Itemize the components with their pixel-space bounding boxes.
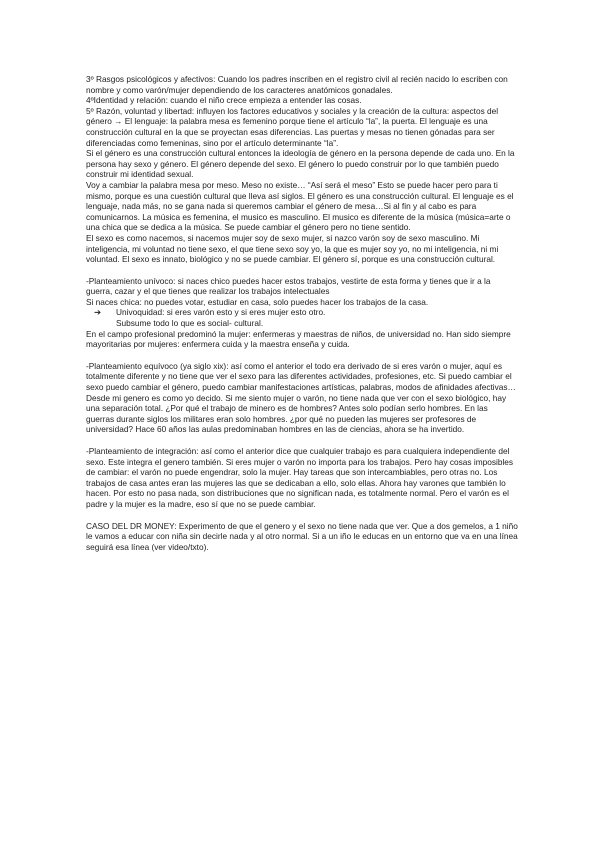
paragraph-gap	[86, 265, 518, 276]
bullet-univoquidad-text: Univoquidad: si eres varón esto y si eres mujer esto otro.	[116, 307, 326, 318]
paragraph-mesa-meso: Voy a cambiar la palabra mesa por meso. Meso no existe… “Así será el meso” Esto se puede hacer pero para ti mismo, porque es una cuestión cultural que lleva así siglos. El género es una construcción cultural. El lenguaje es el lenguaje, nada más, no se gana nada si queremos cambiar el género de mesa…Si al fin y al cabo es para comunicarnos. La música es femenina, el musico es masculino. El musico es diferente de la música (música=arte o una chica que se dedica a la música. Se puede cambiar el género pero no tiene sentido.	[86, 179, 514, 233]
paragraph-caso-dr-money: CASO DEL DR MONEY: Experimento de que el genero y el sexo no tiene nada que ver. Que a dos gemelos, a 1 niño le vamos a educar con niña sin decirle nada y al otro normal. Si a un iño le educas en un entorno que va en una línea seguirá esa línea (ver video/txto).	[86, 520, 518, 552]
paragraph-planteamiento-integracion: -Planteamiento de integración: así como el anterior dice que cualquier trabajo es para cualquiera independiente del sexo. Este integra el genero también. Si eres mujer o varón no importa para los trabajos. Pero hay cosas imposibles de cambiar: el varón no puede engendrar, solo la mujer. Hay tareas que son intercambiables, pero otras no. Los trabajos de casa antes eran las mujeres las que se dedicaban a ello, solo ellas. Ahora hay varones que también lo hacen. Por esto no pasa nada, son distribuciones que no significan nada, es totalmente normal. Pero el varón es el padre y la mujer es la madre, eso sí que no se puede cambiar.	[86, 446, 514, 509]
bullet-univoquidad	[86, 307, 518, 318]
paragraph-identidad-relacion: 4ºIdentidad y relación: cuando el niño crece empieza a entender las cosas.	[86, 95, 362, 106]
document-body	[86, 74, 518, 552]
paragraph-campo-profesional: En el campo profesional predominó la mujer: enfermeras y maestras de niños, de universidad no. Han sido siempre mayoritarias por mujeres: enfermera cuida y la maestra enseña y cuida.	[86, 328, 511, 350]
paragraph-subsume: Subsume todo lo que es social- cultural.	[116, 318, 264, 329]
paragraph-genero-construccion: Si el género es una construcción cultural entonces la ideología de género en la persona depende de cada uno. En la persona hay sexo y género. El género depende del sexo. El género lo puedo construir por lo que también puedo construir mi identidad sexual.	[86, 148, 515, 180]
paragraph-gap	[86, 435, 518, 446]
paragraph-gap	[86, 350, 518, 361]
paragraph-razon-voluntad: 5º Razón, voluntad y libertad: influyen los factores educativos y sociales y la creación de la cultura: aspectos del género → El lenguaje: la palabra mesa es femenino porque tiene el artículo “la”, la puerta. El lenguaje es una construcción cultural en la que se proyectan esas diferencias. Las puertas y mesas no tienen gónadas para ser diferenciadas como femeninas, sino por el artículo determinante “la”.	[86, 105, 499, 148]
paragraph-sexo-nacimiento: El sexo es como nacemos, si nacemos mujer soy de sexo mujer, si nazco varón soy de sexo masculino. Mi inteligencia, mi voluntad no tiene sexo, el que tiene sexo soy yo, la que es mujer soy yo, no mi inteligencia, ni mi voluntad. El sexo es innato, biológico y no se puede cambiar. El género sí, porque es una construcción cultural.	[86, 232, 499, 265]
paragraph-gap	[86, 510, 518, 521]
paragraph-naces-chica: Si naces chica: no puedes votar, estudiar en casa, solo puedes hacer los trabajos de la casa.	[86, 296, 429, 307]
paragraph-planteamiento-univoco: -Planteamiento unívoco: si naces chico puedes hacer estos trabajos, vestirte de esta forma y tienes que ir a la guerra, cazar y el que tienes que realizar los trabajos intelectuales	[86, 275, 491, 297]
paragraph-planteamiento-equivoco: -Planteamiento equívoco (ya siglo xix): así como el anterior el todo era derivado de si eres varón o mujer, aquí es totalmente diferente y no tiene que ver el sexo para las diferentes actividades, profesiones, etc. Si puedo cambiar el sexo puedo cambiar el género, puedo cambiar manifestaciones artísticas, palabras, modos de afinidades afectivas…Desde mi genero es como yo decido. Si me siento mujer o varón, no tiene nada que ver con el sexo biológico, hay una separación total. ¿Por qué el trabajo de minero es de hombres? Antes solo podían serlo hombres. En las guerras durante siglos los militares eran solo hombres. ¿por qué no pueden las mujeres ser profesores de universidad? Hace 60 años las aulas predominaban hombres en las de ciencias, ahora se ha invertido.	[86, 360, 516, 435]
paragraph-rasgos-psicologicos: 3º Rasgos psicológicos y afectivos: Cuando los padres inscriben en el registro civil al recién nacido lo escriben con nombre y como varón/mujer dependiendo de los caracteres anatómicos gonadales.	[86, 74, 508, 95]
arrow-bullet-icon: ➔	[94, 307, 101, 318]
